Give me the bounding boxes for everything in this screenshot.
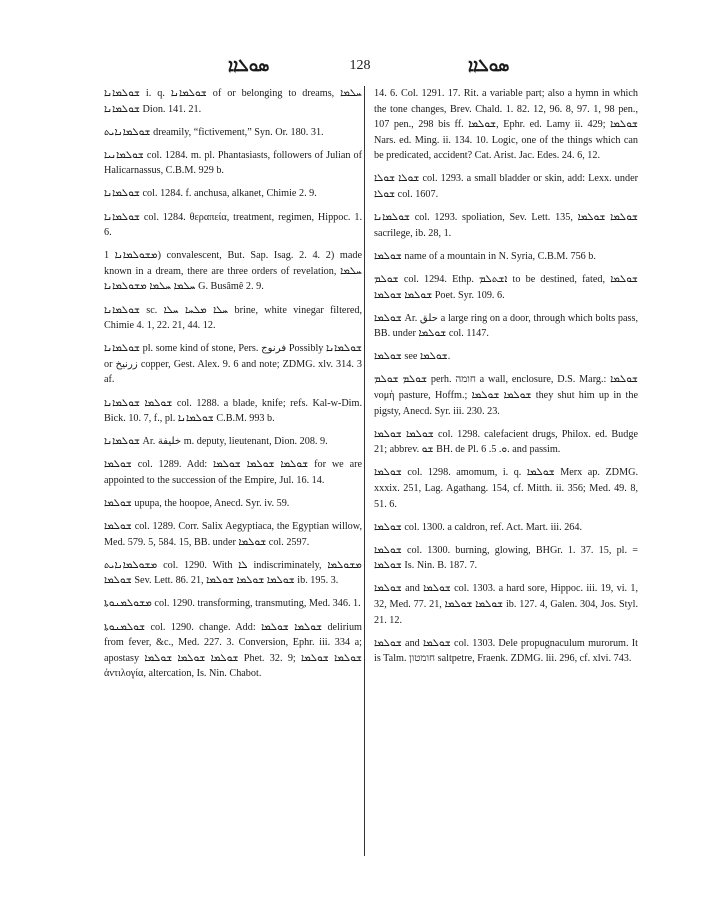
page-header <box>0 56 714 80</box>
entry: ܫܘܠܡܐ and ܫܘܠܡܐ col. 1303. Dele propugnaculum murorum. It is Talm. חומטון saltpetre, Fraenk. ZDMG. lii. 296, cf. xlvi. 743. <box>374 637 638 665</box>
entry: ܡܫܘܠܡܐܢܐ 1) convalescent, But. Sap. Isag. 2. 4. 2) made known in a dream, there are three orders of revelation, ܚܠܡܐ ܚܠܡܐ ܚܠܡܐ ܡܫܘܠܡܐܢܐ G. Busâmê 2. 9. <box>104 250 362 293</box>
entry: ܫܘܠܡܐܢܐ col. 1284. θεραπεία, treatment, regimen, Hippoc. 1. 6. <box>104 211 362 239</box>
entry: ܫܘܠܡܐ col. 1300. burning, glowing, BHGr. 1. 37. 15, pl. = ܫܘܠܡܐ Is. Nin. B. 187. 7. <box>374 544 638 572</box>
entry: ܫܘܠܡܐܢܐ pl. some kind of stone, Pers. فرنوج Possibly ܫܘܠܡܐܢܐ or زرنيخ copper, Gest. Alex. 9. 6 and note; ZDMG. xlv. 314. 3 af. <box>104 343 362 386</box>
entry: ܫܘܠܡܐ Ar. حلق a large ring on a door, through which bolts pass, BB. under ܫܘܠܡܐ col. 1147. <box>374 312 638 340</box>
entry: ܫܘܠܡܢܘܬܐ col. 1290. change. Add: ܫܘܠܡܐ ܫܘܠܡܐ delirium from fever, &c., Med. 227. 3. Conversion, Ephr. iii. 334 a; apostasy ܫܘܠܡܐ ܫܘܠܡܐ ܫܘܠܡܐ Phet. 32. 9; ܫܘܠܡܐ ܫܘܠܡܐ ἀντιλογία, altercation, Is. Nin. Chabot. <box>104 621 362 680</box>
right-column <box>374 86 638 674</box>
entry: ܫܘܠܡܐܢܐ i. q. ܫܘܠܡܐܢܐ of or belonging to dreams, ܚܠܡܐ ܫܘܠܡܐܢܐ Dion. 141. 21. <box>104 88 362 115</box>
entry: ܫܘܠܡܐ col. 1289. Add: ܫܘܠܡܐ ܫܘܠܡܐ ܫܘܠܡܐ for we are appointed to the succession of the Empire, Jul. 16. 14. <box>104 459 363 486</box>
entry: ܡܫܘܠܡܢܘܬܐ col. 1290. transforming, transmuting, Med. 346. 1. <box>104 598 361 610</box>
entry: ܫܘܠܡܐܢܐ col. 1293. spoliation, Sev. Lett. 135, ܫܘܠܡܐ ܫܘܠܡܐ sacrilege, ib. 28, 1. <box>374 212 638 239</box>
entry: ܫܘܠܡܐ col. 1298. amomum, i. q. ܫܘܠܡܐ Merx ap. ZDMG. xxxix. 251, Lag. Agathang. 154, cf. Mitth. ii. 356; Med. 49. 8, 51. 6. <box>374 467 638 510</box>
entry: ܫܘܠܡܐ col. 1300. a caldron, ref. Act. Mart. iii. 264. <box>374 521 583 533</box>
page-number: 128 <box>349 58 371 73</box>
entry: ܫܘܠܡܐ col. 1289. Corr. Salix Aegyptiaca, the Egyptian willow, Med. 579. 5, 584. 15, BB. under ܫܘܠܡܐ col. 2597. <box>104 521 362 548</box>
entry: ܫܘܠܡܐܢܐ col. 1284. f. anchusa, alkanet, Chimie 2. 9. <box>104 188 317 200</box>
entry: ܫܘܠܡܐܢܐ sc. ܚܠܐ ܡܠܚܐ ܚܠܐ brine, white vinegar filtered, Chimie 4. 1, 22. 21, 44. 12. <box>104 304 362 332</box>
entry: ܫܘܠܐ ܫܘܠܐ col. 1293. a small bladder or skin, add: Lexx. under ܫܘܠܐ col. 1607. <box>374 173 638 201</box>
entry: ܫܘܠܡܐ name of a mountain in N. Syria, C.B.M. 756 b. <box>374 250 596 262</box>
entry: ܫܘܠܡܐ ܫܘܠܡܐ col. 1298. calefacient drugs, Philox. ed. Budge 21; abbrev. ܫܘ BH. de Pl. ܘ. 5. 6. and passim. <box>374 428 638 456</box>
column-divider <box>364 86 365 856</box>
header-left-word: ܣܘܠܐܐ <box>228 56 270 75</box>
header-right-word: ܣܘܠܐܐ <box>468 56 510 75</box>
entry: ܫܘܠܡܐܢܐܝܬ dreamily, “fictivement,” Syn. Or. 180. 31. <box>104 126 324 138</box>
entry: ܫܘܠܡ col. 1294. Ethp. ܐܫܬܠܡ to be destined, fated, ܫܘܠܡܐ ܫܘܠܡܐ ܫܘܠܡܐ Poet. Syr. 109. 6. <box>374 273 639 301</box>
entry: ܡܫܘܠܡܐܢܐܝܬ col. 1290. With ܠܐ indiscriminately, ܡܫܘܠܡܐ ܫܘܠܡܐ Sev. Lett. 86. 21, ܫܘܠܡܐ ܫܘܠܡܐ ܫܘܠܡܐ ib. 195. 3. <box>104 559 362 587</box>
entry: ܫܘܠܡܐ ܫܘܠܡܐܢܐ col. 1288. a blade, knife; refs. Kal-w-Dim. Bick. 10. 7, f., pl. ܫܘܠܡܐܢܐ C.B.M. 993 b. <box>104 397 362 425</box>
left-column <box>104 86 362 689</box>
entry: 14. 6. Col. 1291. 17. Rit. a variable part; also a hymn in which the tone changes, Brev. Chald. 1. 82. 12, 96. 8, 97. 1, 98 pen., 107 pen., 298 bis ff. ܫܘܠܡܐ, Ephr. ed. Lamy ii. 429; ܫܘܠܡܐ Nars. ed. Ming. ii. 134. 10. Logic, one of the things which can be predicated, accident? Cat. Arist. Jac. Edes. 24. 6, 12. <box>374 88 638 162</box>
entry: ܫܘܠܡ ܫܘܠܡ perh. חומה a wall, enclosure, D.S. Marg.: ܫܘܠܡܐ νομὴ pasture, Hoffm.; ܫܘܠܡܐ ܫܘܠܡܐ they shut him up in the pigsty, Anecd. Syr. iii. 230. 23. <box>374 374 638 417</box>
entry: ܫܘܠܡܐ upupa, the hoopoe, Anecd. Syr. iv. 59. <box>104 497 290 509</box>
entry: ܫܘܠܡܐ and ܫܘܠܡܐ col. 1303. a hard sore, Hippoc. iii. 19, vi. 1, 32, Med. 77. 21, ܫܘܠܡܐ ܫܘܠܡܐ ib. 127. 4, Galen. 304, Jos. Styl. 21. 12. <box>374 583 638 626</box>
entry: ܫܘܠܡܐܢܝܐ col. 1284. m. pl. Phantasiasts, followers of Julian of Halicarnassus, C.B.M. 929 b. <box>104 149 362 177</box>
entry: ܫܘܠܡܐܢܐ Ar. خليفة m. deputy, lieutenant, Dion. 208. 9. <box>104 436 328 448</box>
entry: ܫܘܠܡܐ see ܫܘܠܡܐ. <box>374 351 451 363</box>
